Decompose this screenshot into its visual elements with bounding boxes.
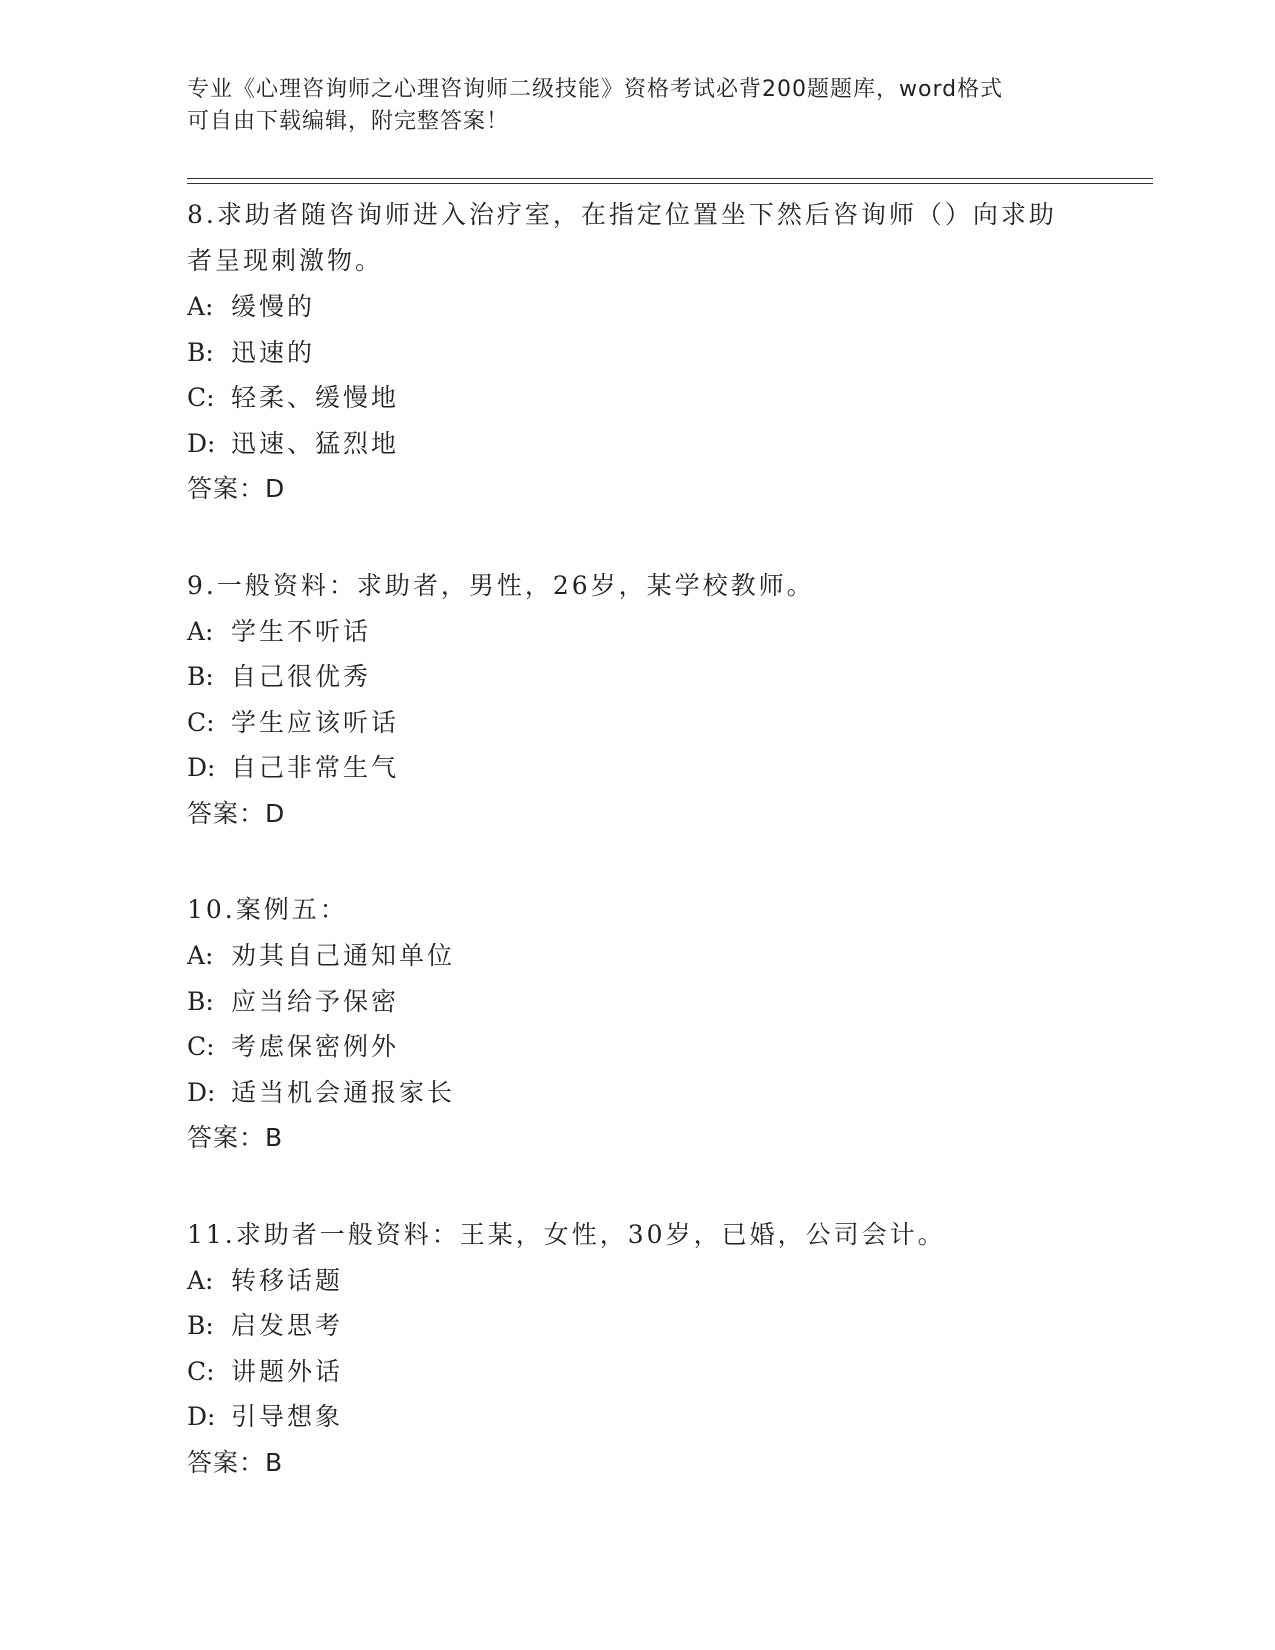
option-key: B: [187,337,214,367]
option-text: 学生应该听话 [231,707,400,737]
option-d [187,1070,1087,1116]
option-c [187,700,1087,746]
question-11 [187,1212,1087,1486]
option-b [187,654,1087,700]
option-text: 应当给予保密 [231,986,400,1016]
option-key: D: [187,428,216,458]
option-text: 学生不听话 [231,616,372,646]
option-text: 缓慢的 [231,292,316,321]
header-divider-bottom [187,183,1153,184]
question-stem: 8.求助者随咨询师进入治疗室，在指定位置坐下然后咨询师（）向求助者呈现刺激物。 [187,200,1057,275]
question-8 [187,192,1087,512]
option-d [187,745,1087,791]
option-key: D: [187,753,216,782]
option-text: 迅速的 [231,337,316,367]
answer-line: 答案：D [187,474,286,503]
option-text: 轻柔、缓慢地 [231,383,400,412]
option-key: D: [187,1402,216,1431]
question-stem: 11.求助者一般资料：王某，女性，30岁，已婚，公司会计。 [187,1219,946,1249]
option-key: B: [187,986,214,1016]
document-header [187,74,1067,138]
option-text: 自己很优秀 [231,662,372,691]
option-a [187,1258,1087,1304]
answer-line: 答案：D [187,798,286,828]
option-key: C: [187,1356,215,1386]
option-text: 启发思考 [231,1311,344,1340]
option-text: 引导想象 [231,1402,344,1431]
option-d [187,421,1087,467]
option-text: 讲题外话 [231,1356,344,1386]
option-key: A: [187,1265,214,1295]
option-key: B: [187,1311,214,1340]
option-key: C: [187,383,215,412]
header-title-line-1: 专业《心理咨询师之心理咨询师二级技能》资格考试必背200题题库，word格式 [187,77,1004,102]
option-b [187,1303,1087,1349]
header-title-line-2: 可自由下载编辑，附完整答案！ [187,109,510,134]
question-stem: 10.案例五： [187,895,348,924]
option-b [187,979,1087,1025]
question-10 [187,887,1087,1161]
question-list [187,192,1087,1536]
option-key: D: [187,1077,216,1107]
header-divider-top [187,178,1153,179]
option-text: 考虑保密例外 [231,1032,400,1061]
answer-line: 答案：B [187,1447,284,1477]
option-key: A: [187,616,214,646]
option-c [187,1024,1087,1070]
answer-line: 答案：B [187,1123,284,1152]
option-text: 适当机会通报家长 [231,1077,456,1107]
option-c [187,375,1087,421]
option-text: 迅速、猛烈地 [231,428,400,458]
option-key: C: [187,707,215,737]
option-key: A: [187,292,214,321]
option-key: A: [187,941,214,970]
option-a [187,609,1087,655]
question-9 [187,563,1087,837]
option-a [187,284,1087,330]
option-text: 转移话题 [231,1265,344,1295]
option-b [187,330,1087,376]
option-key: C: [187,1032,215,1061]
option-d [187,1394,1087,1440]
question-stem: 9.一般资料：求助者，男性，26岁，某学校教师。 [187,570,815,600]
option-c [187,1349,1087,1395]
option-a [187,933,1087,979]
option-text: 自己非常生气 [231,753,400,782]
option-text: 劝其自己通知单位 [231,941,456,970]
option-key: B: [187,662,214,691]
